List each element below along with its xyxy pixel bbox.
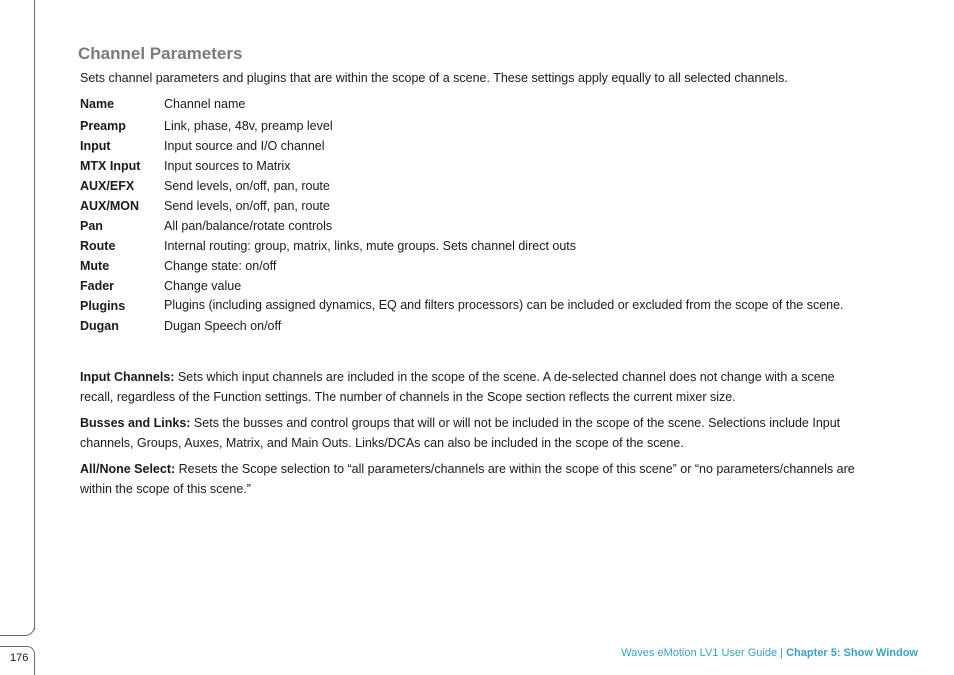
paragraph-text: Sets which input channels are included in the scope of the scene. A de-selected channel does not change with a scene recall, regardless of the Function settings. The number of channels in the Scope section reflects the current mixer size. (80, 370, 835, 404)
parameter-row (80, 94, 860, 116)
parameter-description: Send levels, on/off, pan, route (164, 179, 330, 193)
parameter-name: Input (80, 139, 111, 153)
page-border-line (34, 0, 35, 630)
parameter-row (80, 276, 860, 296)
parameter-row (80, 156, 860, 176)
footer-separator: | (780, 647, 784, 659)
parameter-description: Change value (164, 279, 242, 293)
parameter-name: Dugan (80, 319, 119, 333)
parameter-description: Channel name (164, 97, 246, 111)
parameter-description: Link, phase, 48v, preamp level (164, 119, 333, 133)
parameter-row (80, 196, 860, 216)
parameter-description: Send levels, on/off, pan, route (164, 199, 330, 213)
busses-links-paragraph (80, 413, 870, 453)
paragraph-label: Busses and Links: (80, 416, 191, 430)
parameter-description: Input sources to Matrix (164, 159, 291, 173)
parameter-row (80, 116, 860, 136)
parameter-row (80, 316, 860, 336)
section-title: Channel Parameters (78, 44, 243, 63)
parameter-name: Plugins (80, 299, 126, 313)
parameter-name: Fader (80, 279, 115, 293)
parameter-description: Dugan Speech on/off (164, 319, 282, 333)
parameter-name: AUX/MON (80, 199, 140, 213)
paragraph-text: Resets the Scope selection to “all parameters/channels are within the scope of this scene” or “no parameters/channels are within the scope of this scene.” (80, 462, 855, 496)
parameter-description: Change state: on/off (164, 259, 277, 273)
parameter-description: Internal routing: group, matrix, links, mute groups. Sets channel direct outs (164, 239, 577, 253)
parameter-table (80, 94, 860, 336)
parameter-row (80, 136, 860, 156)
parameter-row (80, 296, 860, 316)
paragraph-label: Input Channels: (80, 370, 175, 384)
parameter-description: Plugins (including assigned dynamics, EQ and filters processors) can be included or excluded from the scope of the scene. (164, 298, 844, 312)
parameter-row (80, 176, 860, 196)
footer-chapter: Chapter 5: Show Window (786, 647, 918, 659)
parameter-row (80, 256, 860, 276)
parameter-name: Mute (80, 259, 110, 273)
parameter-name: Preamp (80, 119, 126, 133)
input-channels-paragraph (80, 367, 870, 407)
page-border-corner (0, 620, 35, 636)
parameter-row (80, 236, 860, 256)
footer-guide-title: Waves eMotion LV1 User Guide (621, 647, 778, 659)
parameter-row (80, 216, 860, 236)
parameter-name: Route (80, 239, 116, 253)
parameter-name: Name (80, 97, 115, 111)
intro-text: Sets channel parameters and plugins that are within the scope of a scene. These settings apply equally to all selected channels. (80, 71, 788, 85)
parameter-name: MTX Input (80, 159, 141, 173)
parameter-description: All pan/balance/rotate controls (164, 219, 333, 233)
page-footer (621, 647, 918, 659)
all-none-select-paragraph (80, 459, 870, 499)
parameter-name: AUX/EFX (80, 179, 135, 193)
page-number: 176 (10, 652, 29, 664)
parameter-description: Input source and I/O channel (164, 139, 325, 153)
parameter-name: Pan (80, 219, 103, 233)
paragraph-label: All/None Select: (80, 462, 176, 476)
paragraph-text: Sets the busses and control groups that will or will not be included in the scope of the scene. Selections include Input channels, Groups, Auxes, Matrix, and Main Outs. Links/DCAs can also be included in the scope of the scene. (80, 416, 841, 450)
